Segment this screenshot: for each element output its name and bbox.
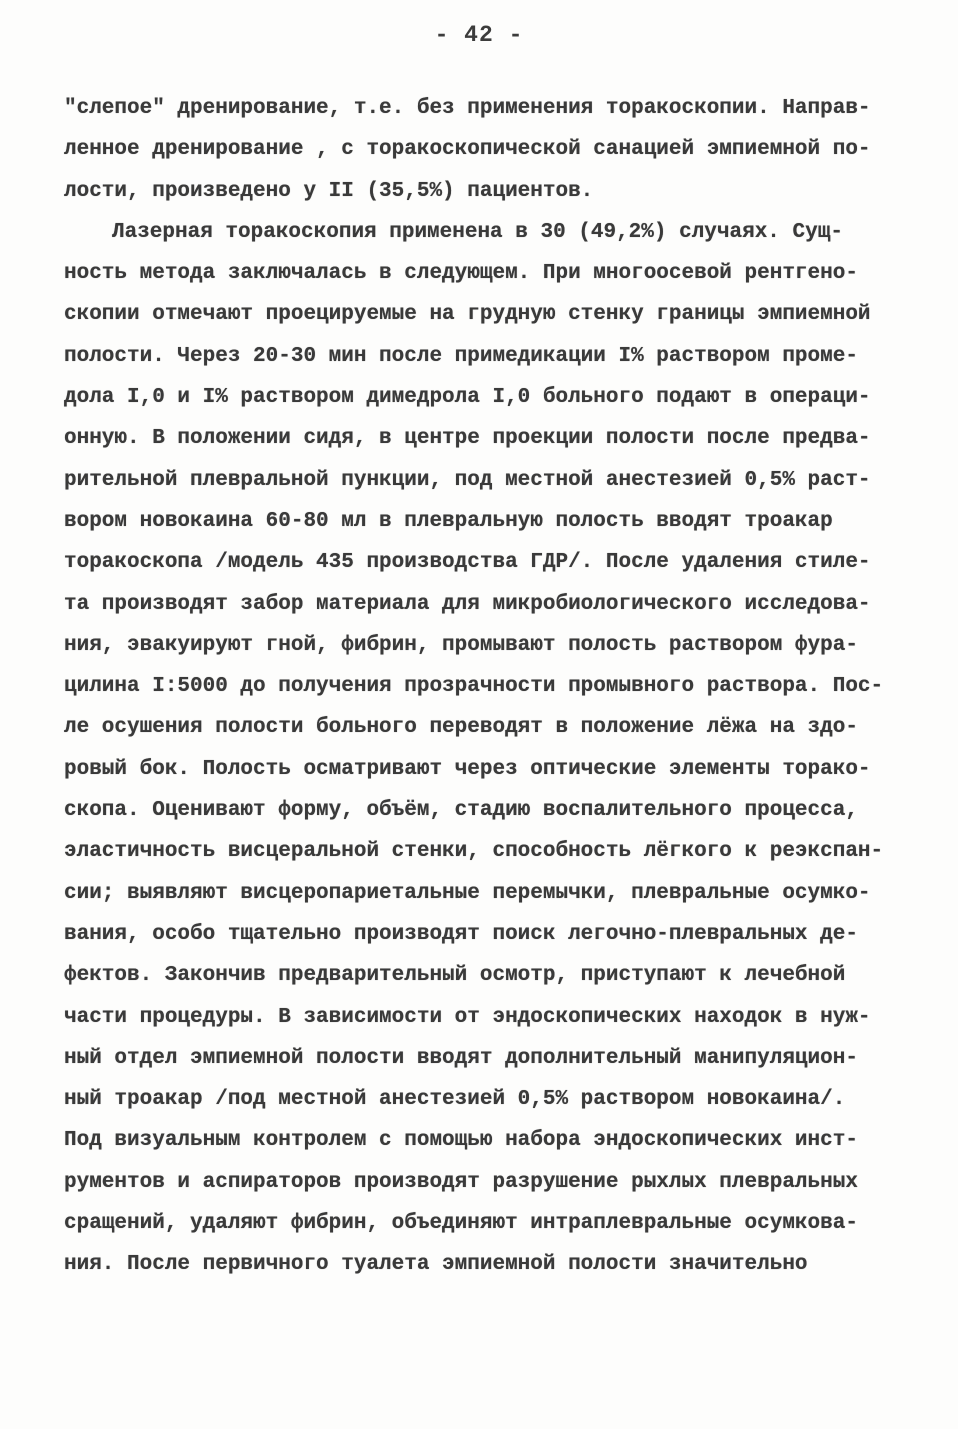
text-line: ровый бок. Полость осматривают через оптические элементы торако-	[64, 757, 871, 781]
text-line: ность метода заключалась в следующем. При многоосевой рентгено-	[64, 262, 858, 286]
text-line: сии; выявляют висцеропариетальные перемычки, плевральные осумко-	[64, 881, 871, 905]
text-line: рительной плевральной пункции, под местной анестезией 0,5% раст-	[64, 468, 871, 492]
text-line: ле осушения полости больного переводят в положение лёжа на здо-	[64, 716, 858, 740]
text-line: вором новокаина 60-80 мл в плевральную полость вводят троакар	[64, 509, 833, 533]
text-line: "слепое" дренирование, т.е. без применения торакоскопии. Направ-	[64, 97, 871, 120]
page-number: - 42 -	[434, 22, 524, 48]
text-line: рументов и аспираторов производят разрушение рыхлых плевральных	[64, 1170, 858, 1194]
text-line: Под визуальным контролем с помощью набора эндоскопических инст-	[64, 1129, 858, 1153]
text-line: дола I,0 и I% раствором димедрола I,0 больного подают в операци-	[64, 386, 871, 410]
text-line: онную. В положении сидя, в центре проекции полости после предва-	[64, 427, 871, 451]
text-line: части процедуры. В зависимости от эндоскопических находок в нуж-	[64, 1005, 871, 1029]
text-line: ленное дренирование , с торакоскопической санацией эмпиемной по-	[64, 138, 871, 162]
text-line: вания, особо тщательно производят поиск легочно-плевральных де-	[64, 922, 858, 946]
body-text	[64, 88, 904, 1286]
text-line: ный троакар /под местной анестезией 0,5% раствором новокаина/.	[64, 1088, 846, 1112]
text-line: та производят забор материала для микробиологического исследова-	[64, 592, 871, 616]
text-line: скопа. Оценивают форму, объём, стадию воспалительного процесса,	[64, 799, 858, 823]
text-line: ный отдел эмпиемной полости вводят дополнительный манипуляцион-	[64, 1046, 858, 1070]
text-line: скопии отмечают проецируемые на грудную стенку границы эмпиемной	[64, 303, 871, 327]
text-line: эластичность висцеральной стенки, способность лёгкого к реэкспан-	[64, 840, 884, 864]
text-line: полости. Через 20-30 мин после примедикации I% раствором проме-	[64, 344, 858, 368]
text-line: лости, произведено у II (35,5%) пациентов.	[64, 179, 594, 203]
text-line: торакоскопа /модель 435 производства ГДР/. После удаления стиле-	[64, 551, 871, 575]
text-line: сращений, удаляют фибрин, объединяют интраплевральные осумкова-	[64, 1212, 858, 1236]
text-line: ния, эвакуируют гной, фибрин, промывают полость раствором фура-	[64, 633, 858, 657]
text-line: цилина I:5000 до получения прозрачности промывного раствора. Пос-	[64, 675, 884, 699]
paragraph-start-line: Лазерная торакоскопия применена в 30 (49,2%) случаях. Сущ-	[112, 220, 843, 244]
text-line: фектов. Закончив предварительный осмотр, приступают к лечебной	[64, 964, 846, 988]
text-line: ния. После первичного туалета эмпиемной полости значительно	[64, 1253, 808, 1277]
